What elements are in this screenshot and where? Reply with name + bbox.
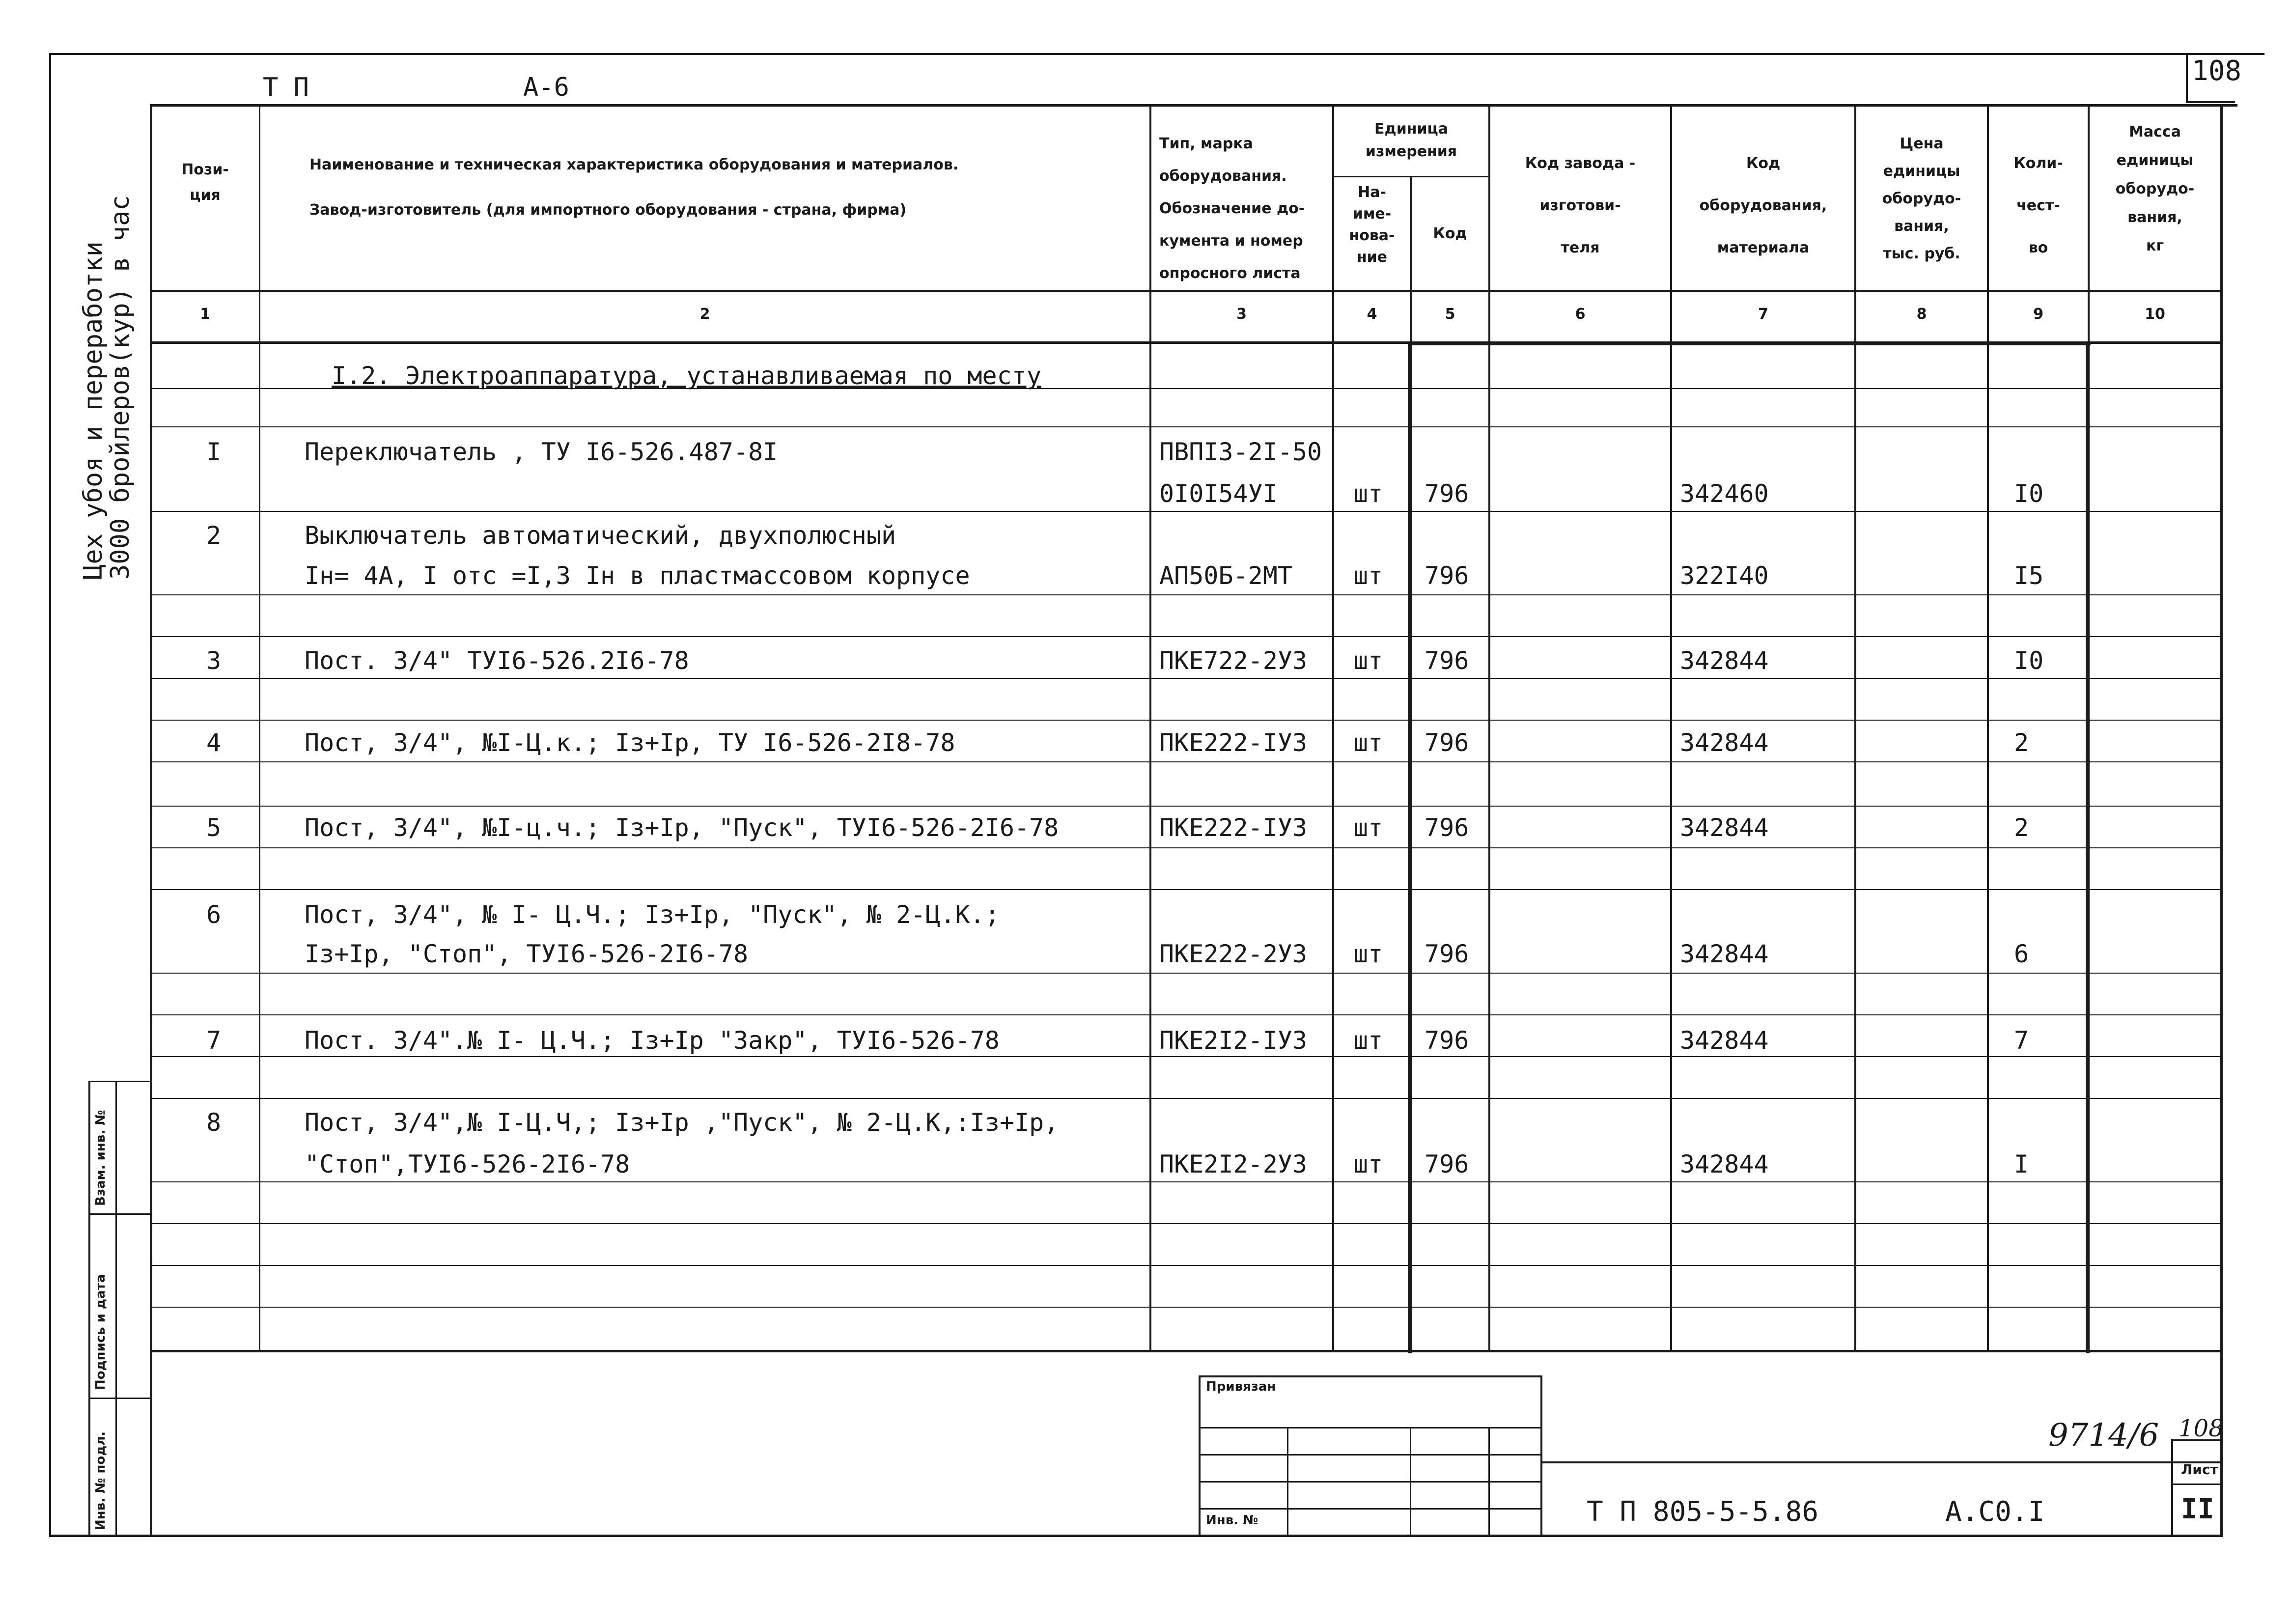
row-equipment-code: 322I40 (1680, 561, 1769, 590)
row-code: 796 (1425, 1150, 1469, 1178)
row-equipment-code: 342844 (1680, 1150, 1769, 1178)
col-number-1: 1 (200, 306, 210, 323)
row-unit: шт (1353, 646, 1383, 675)
stamp-podpis-data: Подпись и дата (93, 1274, 108, 1390)
stamp-handwritten-number: 9714/6 (2048, 1417, 2159, 1454)
row-type: ПКЕ2I2-2УЗ (1159, 1150, 1308, 1178)
row-name: Выключатель автоматический, двухполюсный (305, 521, 896, 550)
col-number-3: 3 (1236, 306, 1247, 323)
side-note-line1: Цех убоя и переработки (79, 241, 108, 580)
row-quantity: 2 (2014, 813, 2029, 842)
row-code: 796 (1425, 561, 1469, 590)
stamp-album: А.С0.I (1945, 1496, 2045, 1528)
col-number-10: 10 (2145, 306, 2165, 323)
col-header-quantity: Коли- чест- во (2013, 155, 2063, 256)
row-type: ПВПI3-2I-50 (1159, 438, 1322, 466)
row-name: Пост. 3/4" ТУI6-526.2I6-78 (305, 646, 689, 675)
row-position: 2 (206, 521, 222, 550)
col-header-mass: Масса единицы оборудо- вания, кг (2115, 123, 2195, 254)
col-header-unit-group: Единица измерения (1365, 120, 1457, 160)
row-position: 6 (206, 900, 222, 929)
col-number-9: 9 (2033, 306, 2043, 323)
row-unit: шт (1353, 1150, 1383, 1178)
row-name: Пост. 3/4".№ I- Ц.Ч.; Iз+Iр "Закр", ТУI6-526-78 (305, 1026, 1000, 1055)
row-equipment-code: 342844 (1680, 813, 1769, 842)
row-unit: шт (1353, 1026, 1383, 1055)
col-number-4: 4 (1367, 306, 1377, 323)
row-type: ПКЕ2I2-IУЗ (1159, 1026, 1308, 1055)
section-title: I.2. Электроаппаратура, устанавливаемая по месту (332, 362, 1041, 390)
row-position: 3 (206, 646, 222, 675)
col-header-unit-name: На- име- нова- ние (1349, 184, 1395, 266)
row-quantity: 6 (2014, 940, 2029, 968)
col-number-7: 7 (1758, 306, 1768, 323)
row-type: ПКЕ222-2УЗ (1159, 940, 1308, 968)
row-code: 796 (1425, 646, 1469, 675)
row-name: Iз+Iр, "Стоп", ТУI6-526-2I6-78 (305, 940, 749, 968)
row-equipment-code: 342844 (1680, 728, 1769, 757)
stamp-inv-podl: Инв. № подл. (93, 1431, 108, 1530)
col-number-5: 5 (1445, 306, 1455, 323)
row-unit: шт (1353, 561, 1383, 590)
col-number-2: 2 (699, 306, 710, 323)
stamp-document-code: Т П 805-5-5.86 (1587, 1496, 1819, 1528)
col-header-name: Наименование и техническая характеристика оборудования и материалов. Завод-изготовитель (для импортного оборудования - страна, фирма) (309, 156, 959, 219)
page-number-top: 108 (2192, 55, 2242, 87)
row-equipment-code: 342844 (1680, 646, 1769, 675)
col-header-type: Тип, марка оборудования. Обозначение до- кумента и номер опросного листа (1159, 135, 1305, 282)
row-position: 5 (206, 813, 222, 842)
row-name: Пост, 3/4", № I- Ц.Ч.; Iз+Iр, "Пуск", № 2-Ц.К.; (305, 900, 1000, 929)
row-quantity: I0 (2014, 479, 2044, 508)
row-position: 4 (206, 728, 222, 757)
header-tp: Т П (263, 73, 309, 102)
col-number-6: 6 (1575, 306, 1586, 323)
row-name: Пост, 3/4", №I-Ц.к.; Iз+Iр, ТУ I6-526-2I8-78 (305, 728, 955, 757)
row-position: 7 (206, 1026, 222, 1055)
row-position: I (206, 438, 222, 466)
col-header-unit-code: Код (1433, 225, 1467, 242)
header-sheet-ref: А-6 (523, 73, 569, 102)
row-quantity: I5 (2014, 561, 2044, 590)
row-name: Пост, 3/4", №I-ц.ч.; Iз+Iр, "Пуск", ТУI6-526-2I6-78 (305, 813, 1059, 842)
row-equipment-code: 342844 (1680, 1026, 1769, 1055)
row-unit: шт (1353, 813, 1383, 842)
row-type: ПКЕ222-IУЗ (1159, 728, 1308, 757)
row-name: "Стоп",ТУI6-526-2I6-78 (305, 1150, 630, 1178)
row-quantity: I0 (2014, 646, 2044, 675)
row-quantity: 2 (2014, 728, 2029, 757)
col-number-8: 8 (1916, 306, 1927, 323)
col-header-equipment-code: Код оборудования, материала (1699, 155, 1827, 256)
row-code: 796 (1425, 1026, 1469, 1055)
col-header-factory-code: Код завода - изготови- теля (1525, 155, 1636, 256)
row-type: 0I0I54УI (1159, 479, 1278, 508)
stamp-sheet-number: II (2181, 1493, 2214, 1525)
row-equipment-code: 342844 (1680, 940, 1769, 968)
stamp-inv-no: Инв. № (1206, 1513, 1258, 1528)
row-position: 8 (206, 1108, 222, 1137)
row-equipment-code: 342460 (1680, 479, 1769, 508)
col-header-position: Пози- ция (181, 161, 229, 204)
row-code: 796 (1425, 479, 1469, 508)
row-type: АП50Б-2МТ (1159, 561, 1292, 590)
row-type: ПКЕ722-2УЗ (1159, 646, 1308, 675)
row-unit: шт (1353, 728, 1383, 757)
row-code: 796 (1425, 813, 1469, 842)
side-note-line2: 3000 бройлеров(кур) в час (106, 195, 135, 580)
row-name: Iн= 4А, I отс =I,3 Iн в пластмассовом корпусе (305, 561, 970, 590)
stamp-privyazan: Привязан (1206, 1379, 1276, 1394)
stamp-vzam-inv: Взам. инв. № (93, 1110, 108, 1206)
row-type: ПКЕ222-IУЗ (1159, 813, 1308, 842)
stamp-handwritten-page: 108 (2179, 1415, 2224, 1442)
row-unit: шт (1353, 479, 1383, 508)
row-name: Переключатель , ТУ I6-526.487-8I (305, 438, 778, 466)
col-header-price: Цена единицы оборудо- вания, тыс. руб. (1882, 135, 1961, 262)
row-unit: шт (1353, 940, 1383, 968)
row-code: 796 (1425, 728, 1469, 757)
row-quantity: 7 (2014, 1026, 2029, 1055)
row-name: Пост, 3/4",№ I-Ц.Ч,; Iз+Iр ,"Пуск", № 2-Ц.К,:Iз+Iр, (305, 1108, 1059, 1137)
stamp-sheet-label: Лист (2181, 1461, 2218, 1478)
row-quantity: I (2014, 1150, 2029, 1178)
row-code: 796 (1425, 940, 1469, 968)
